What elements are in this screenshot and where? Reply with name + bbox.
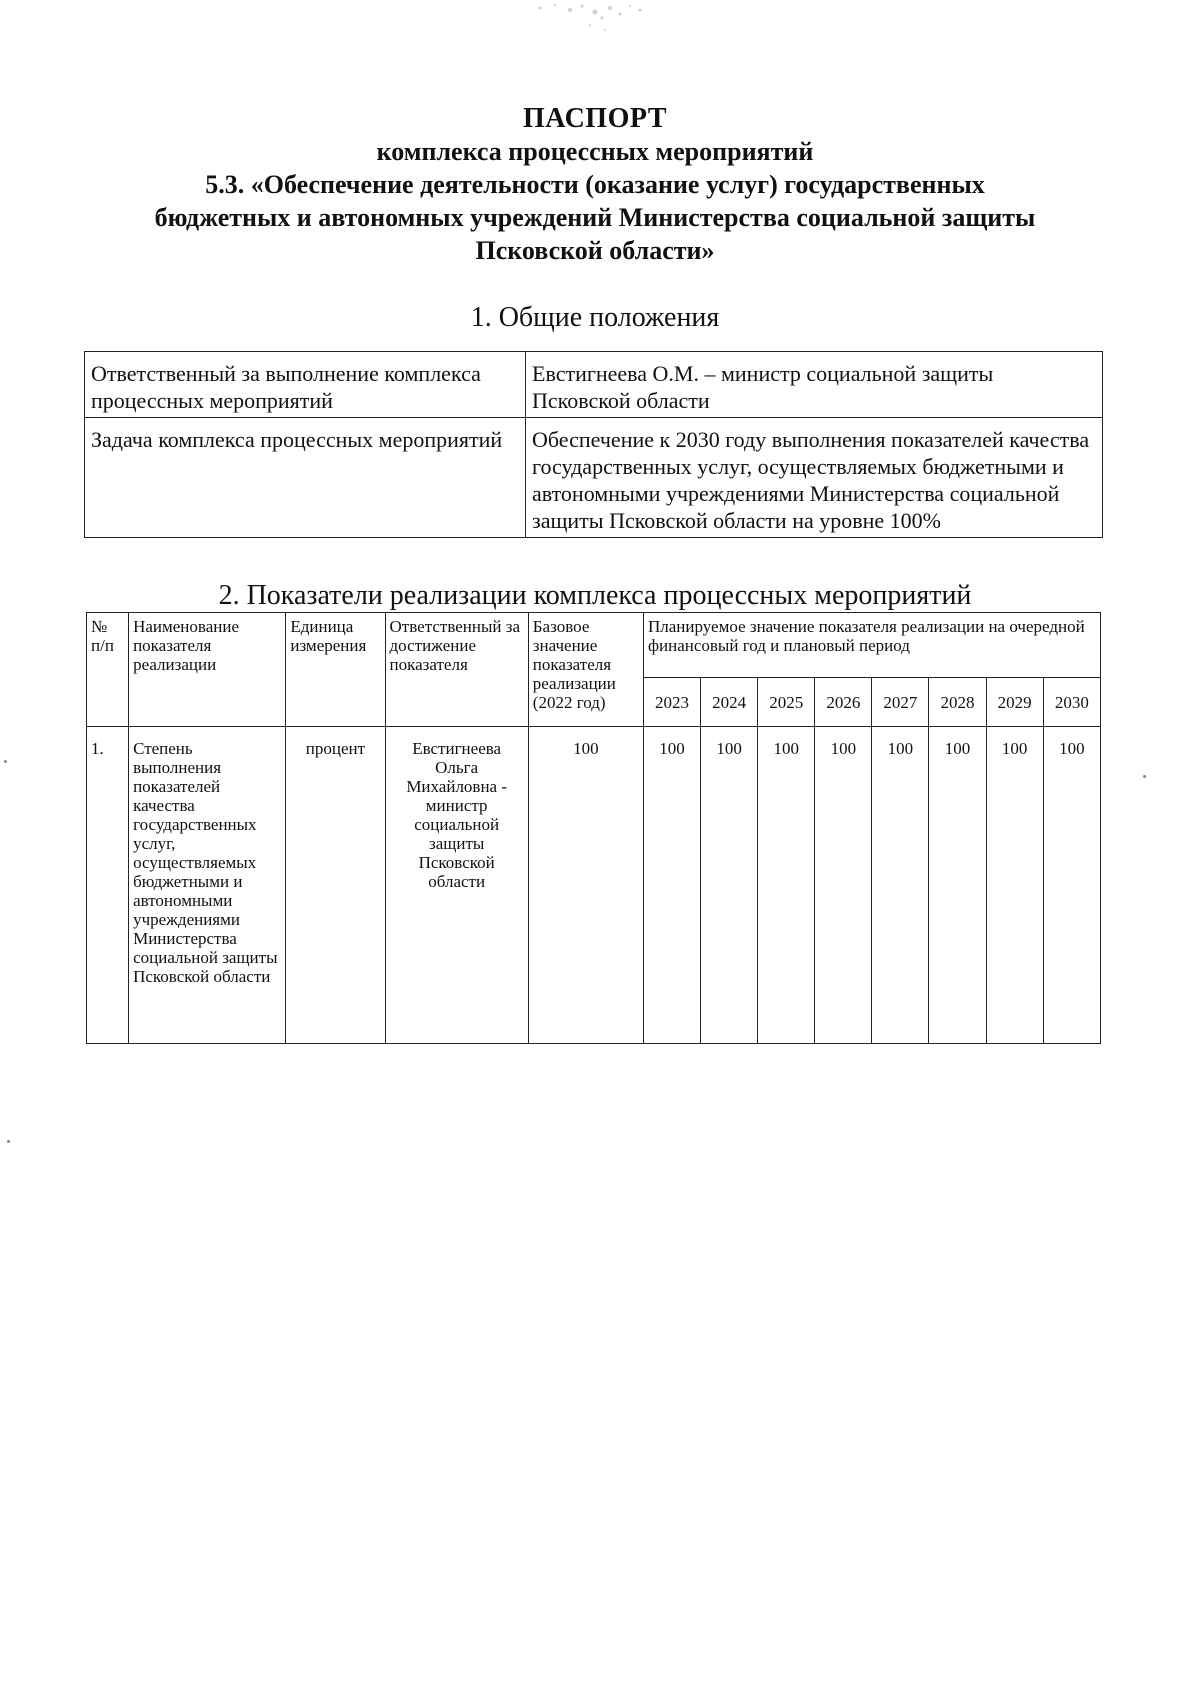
header-year: 2028 [929, 678, 986, 727]
cell-year-value: 100 [758, 727, 815, 1044]
cell-unit: процент [286, 727, 385, 1044]
table-row [85, 352, 1103, 418]
header-year: 2026 [815, 678, 872, 727]
row-label: Задача комплекса процессных мероприятий [85, 418, 526, 538]
header-base: Базовое значение показателя реализации (2022 год) [528, 613, 643, 727]
header-num: № п/п [87, 613, 129, 727]
cell-year-value: 100 [986, 727, 1043, 1044]
scan-speck [4, 760, 7, 763]
row-value: Евстигнеева О.М. – министр социальной защиты Псковской области [526, 352, 1103, 418]
cell-year-value: 100 [1043, 727, 1100, 1044]
cell-year-value: 100 [872, 727, 929, 1044]
document-subtitle-line: бюджетных и автономных учреждений Министерства социальной защиты [154, 203, 1036, 232]
document-title: ПАСПОРТ [522, 103, 667, 134]
indicators-table [86, 612, 1101, 1044]
cell-num: 1. [87, 727, 129, 1044]
header-year: 2024 [701, 678, 758, 727]
section-heading-general: 1. Общие положения [470, 302, 720, 333]
document-subtitle-line: 5.3. «Обеспечение деятельности (оказание услуг) государственных [205, 170, 985, 199]
table-row [87, 727, 1101, 1044]
scan-artifact [520, 0, 670, 40]
header-name: Наименование показателя реализации [129, 613, 286, 727]
header-year: 2027 [872, 678, 929, 727]
cell-name: Степень выполнения показателей качества государственных услуг, осуществляемых бюджетными и автономными учреждениями Министерства социальной защиты Псковской области [129, 727, 286, 1044]
header-year: 2030 [1043, 678, 1100, 727]
cell-base: 100 [528, 727, 643, 1044]
header-unit: Единица измерения [286, 613, 385, 727]
header-year: 2025 [758, 678, 815, 727]
cell-year-value: 100 [701, 727, 758, 1044]
table-row [85, 418, 1103, 538]
scan-speck [7, 1140, 10, 1143]
cell-responsible: Евстигнеева Ольга Михайловна - министр социальной защиты Псковской области [385, 727, 528, 1044]
header-planned: Планируемое значение показателя реализации на очередной финансовый год и плановый период [644, 613, 1101, 678]
header-year: 2029 [986, 678, 1043, 727]
cell-year-value: 100 [644, 727, 701, 1044]
header-year: 2023 [644, 678, 701, 727]
section-heading-indicators: 2. Показатели реализации комплекса процессных мероприятий [218, 580, 972, 611]
document-subtitle-line: Псковской области» [475, 236, 715, 265]
cell-year-value: 100 [815, 727, 872, 1044]
header-responsible: Ответственный за достижение показателя [385, 613, 528, 727]
row-label: Ответственный за выполнение комплекса процессных мероприятий [85, 352, 526, 418]
document-subtitle-line: комплекса процессных мероприятий [376, 137, 814, 166]
general-provisions-table [84, 351, 1103, 538]
scan-speck [1143, 775, 1146, 778]
document-header [60, 102, 1130, 267]
table-header-row [87, 613, 1101, 678]
row-value: Обеспечение к 2030 году выполнения показателей качества государственных услуг, осуществляемых бюджетными и автономными учреждениями Министерства социальной защиты Псковской области на уровне 100% [526, 418, 1103, 538]
cell-year-value: 100 [929, 727, 986, 1044]
